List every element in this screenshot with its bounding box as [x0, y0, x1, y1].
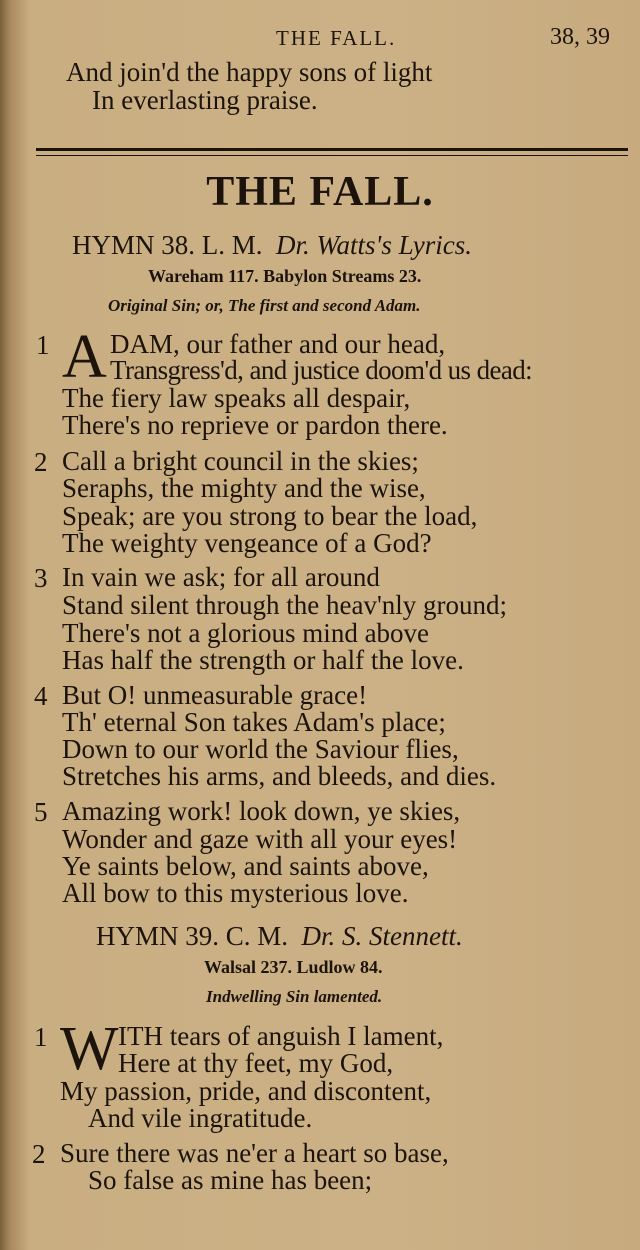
verse-line: There's not a glorious mind above — [62, 618, 430, 648]
verse-line: Seraphs, the mighty and the wise, — [62, 473, 426, 503]
verse-line: Ye saints below, and saints above, — [62, 851, 429, 881]
verse-line: So false as mine has been; — [88, 1165, 373, 1195]
verse-line: Sure there was ne'er a heart so base, — [60, 1138, 449, 1168]
verse-line: Speak; are you strong to bear the load, — [62, 501, 478, 531]
drop-cap: W — [60, 1015, 119, 1083]
verse-line: Down to our world the Saviour flies, — [62, 734, 459, 764]
hymn-38-tunes: Wareham 117. Babylon Streams 23. — [148, 266, 422, 286]
verse-line: But O! unmeasurable grace! — [62, 680, 368, 710]
stanza-number: 2 — [32, 1139, 46, 1169]
verse-line: The weighty vengeance of a God? — [62, 528, 432, 558]
hymn-39-heading — [96, 921, 463, 952]
verse-line: The fiery law speaks all despair, — [62, 383, 411, 413]
section-rule-thin — [36, 155, 628, 156]
stanza-number: 1 — [34, 1022, 48, 1052]
verse-line: Amazing work! look down, ye skies, — [62, 796, 461, 826]
hymn-38-subject: Original Sin; or, The first and second Adam. — [108, 296, 421, 315]
verse-line: Call a bright council in the skies; — [62, 446, 419, 476]
verse-line: All bow to this mysterious love. — [62, 878, 409, 908]
hymn-39-number: HYMN 39. C. M. — [96, 921, 289, 951]
stanza-number: 1 — [36, 330, 50, 360]
section-rule-thick — [36, 148, 628, 151]
hymn-39-author: Dr. S. Stennett. — [301, 921, 463, 951]
hymn-39-subject: Indwelling Sin lamented. — [206, 987, 383, 1006]
verse-line: Has half the strength or half the love. — [62, 645, 464, 675]
carryover-line-2: In everlasting praise. — [92, 85, 318, 115]
verse-line: In vain we ask; for all around — [62, 562, 380, 592]
verse-line: Here at thy feet, my God, — [118, 1048, 394, 1078]
verse-line: My passion, pride, and discontent, — [60, 1076, 432, 1106]
verse-line: There's no reprieve or pardon there. — [62, 410, 448, 440]
stanza-number: 5 — [34, 797, 48, 827]
hymn-38-author: Dr. Watts's Lyrics. — [276, 230, 473, 260]
verse-line: Stand silent through the heav'nly ground; — [62, 590, 508, 620]
stanza-number: 3 — [34, 563, 48, 593]
verse-line: Wonder and gaze with all your eyes! — [62, 824, 458, 854]
carryover-line-1: And join'd the happy sons of light — [66, 57, 433, 87]
running-head: THE FALL. — [276, 26, 397, 50]
verse-line: ITH tears of anguish I lament, — [118, 1021, 444, 1051]
page-numbers: 38, 39 — [550, 24, 610, 50]
hymn-39-tunes: Walsal 237. Ludlow 84. — [204, 957, 383, 977]
section-title: THE FALL. — [206, 169, 434, 215]
verse-line: Transgress'd, and justice doom'd us dead: — [110, 355, 533, 385]
verse-line: DAM, our father and our head, — [110, 329, 446, 359]
drop-cap: A — [62, 323, 107, 391]
verse-line: Th' eternal Son takes Adam's place; — [62, 707, 446, 737]
stanza-number: 2 — [34, 447, 48, 477]
stanza-number: 4 — [34, 681, 48, 711]
hymn-38-number: HYMN 38. L. M. — [72, 230, 263, 260]
verse-line: Stretches his arms, and bleeds, and dies. — [62, 761, 497, 791]
verse-line: And vile ingratitude. — [88, 1103, 313, 1133]
hymn-38-heading — [72, 230, 472, 261]
